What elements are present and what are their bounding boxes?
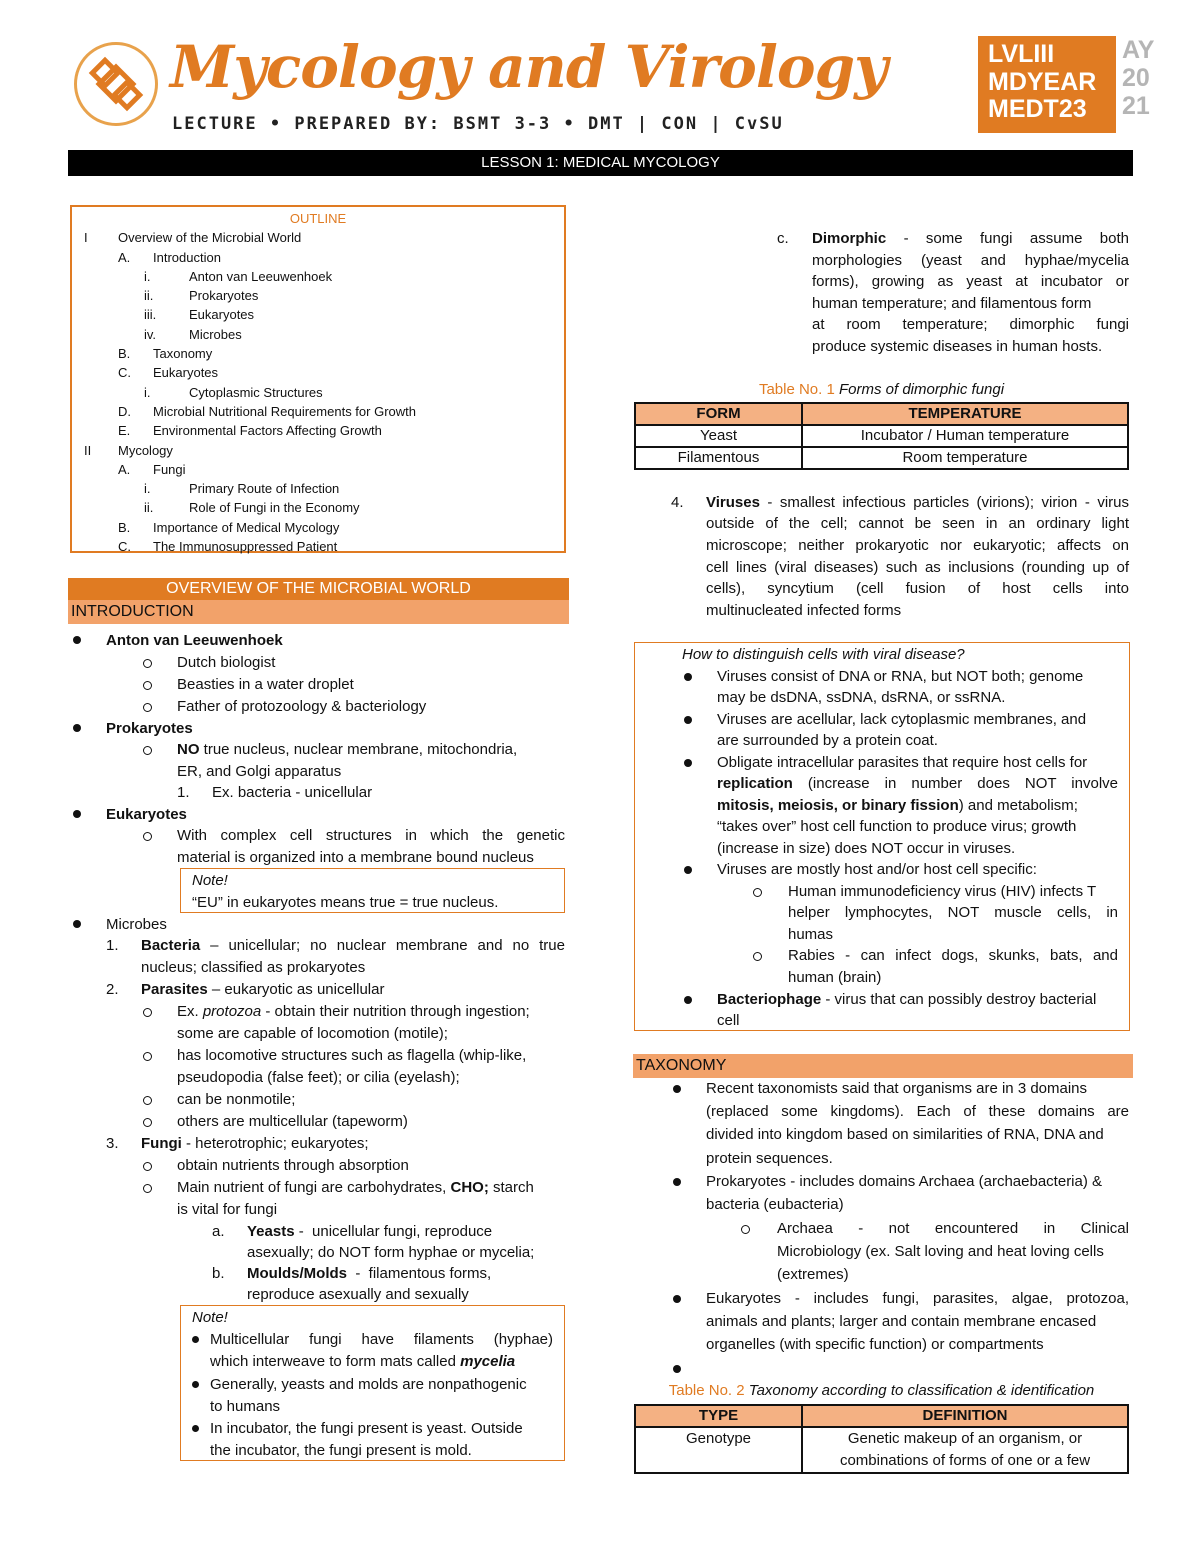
- term-prokaryotes: Prokaryotes: [106, 720, 193, 737]
- box-subline: Human immunodeficiency virus (HIV) infects T: [788, 883, 1097, 900]
- text: (increase in number does NOT involve: [792, 775, 1118, 792]
- note-text: [210, 1351, 515, 1372]
- box-line: [717, 795, 1078, 816]
- note-text: In incubator, the fungi present is yeast. Outside: [210, 1420, 523, 1437]
- outline-number: i.: [144, 268, 151, 284]
- bullet-icon: [684, 673, 692, 681]
- text: - some fungi assume both: [886, 230, 1129, 247]
- text: - obtain their nutrition through ingestion;: [261, 1003, 530, 1020]
- outline-heading: OUTLINE: [289, 211, 347, 226]
- box-line: Obligate intracellular parasites that require host cells for: [717, 754, 1088, 771]
- outline-item: [72, 479, 564, 498]
- emphasis: Dimorphic: [812, 230, 887, 247]
- parasites-item: [177, 1001, 530, 1022]
- table-cell: Filamentous: [635, 447, 802, 469]
- note-text: Multicellular fungi have filaments (hyphae): [210, 1331, 553, 1348]
- batch-badge: [978, 36, 1116, 133]
- list-number: 3.: [106, 1135, 119, 1152]
- circle-bullet-icon: [143, 1052, 152, 1061]
- outline-box: [70, 205, 566, 553]
- batch-line: LVLIII: [988, 40, 1055, 68]
- outline-number: ii.: [144, 288, 154, 304]
- outline-item: [72, 402, 564, 421]
- note-text: the incubator, the fungi present is mold.: [210, 1442, 472, 1459]
- table-cell: Incubator / Human temperature: [802, 425, 1128, 447]
- outline-text: Environmental Factors Affecting Growth: [153, 423, 382, 439]
- list-letter: b.: [212, 1265, 225, 1282]
- dimorphic-line: [812, 228, 1129, 249]
- dimorphic-line: forms), growing as yeast at incubator or: [812, 273, 1129, 290]
- box-line: may be dsDNA, ssDNA, dsRNA, or ssRNA.: [717, 689, 1006, 706]
- batch-line: MEDT23: [988, 95, 1087, 123]
- section-header: OVERVIEW OF THE MICROBIAL WORLD: [68, 578, 569, 600]
- taxonomy-table: [634, 1404, 1129, 1474]
- box-subline: Rabies - can infect dogs, skunks, bats, and: [788, 947, 1118, 964]
- fungi-item: is vital for fungi: [177, 1201, 278, 1218]
- bullet-icon: [673, 1178, 681, 1186]
- taxonomy-line: (replaced some kingdoms). Each of these domains are: [706, 1103, 1129, 1120]
- outline-number: iii.: [144, 307, 157, 323]
- text: - smallest infectious particles (virions); virion - virus: [759, 494, 1129, 511]
- taxonomy-header: TAXONOMY: [633, 1054, 1133, 1078]
- text: – unicellular; no nuclear membrane and no true: [200, 937, 565, 954]
- text: which interweave to form mats called: [210, 1353, 461, 1370]
- emphasis: mitosis, meiosis, or binary fission: [717, 797, 959, 814]
- euk-line: material is organized into a membrane bound nucleus: [177, 849, 534, 866]
- viruses-line: microscope; neither prokaryotic nor eukaryotic; affects on: [706, 537, 1129, 554]
- outline-number: D.: [118, 403, 131, 419]
- outline-number: iv.: [144, 326, 157, 342]
- taxonomy-subline: Microbiology (ex. Salt loving and heat loving cells: [777, 1243, 1104, 1260]
- taxonomy-subline: (extremes): [777, 1266, 849, 1283]
- circle-bullet-icon: [143, 703, 152, 712]
- outline-number: ii.: [144, 500, 154, 516]
- fungi-item: [177, 1177, 534, 1198]
- taxonomy-subline: Archaea - not encountered in Clinical: [777, 1220, 1129, 1237]
- emphasis: NO: [177, 741, 200, 758]
- lesson-title-bar: LESSON 1: MEDICAL MYCOLOGY: [68, 150, 1133, 176]
- emphasis: Bacteriophage: [717, 991, 822, 1008]
- outline-text: Eukaryotes: [189, 307, 255, 323]
- bullet-icon: [684, 759, 692, 767]
- circle-bullet-icon: [143, 1184, 152, 1193]
- emphasis: Parasites: [141, 981, 208, 998]
- bullet-icon: [192, 1381, 199, 1388]
- taxonomy-line: Recent taxonomists said that organisms are in 3 domains: [706, 1080, 1088, 1097]
- bullet-icon: [684, 716, 692, 724]
- table-header: FORM: [635, 403, 802, 425]
- taxonomy-line: Eukaryotes - includes fungi, parasites, algae, protozoa,: [706, 1290, 1129, 1307]
- box-line: Viruses are mostly host and/or host cell specific:: [717, 861, 1037, 878]
- outline-item: [72, 286, 564, 305]
- box-line: are surrounded by a protein coat.: [717, 732, 938, 749]
- outline-item: [72, 537, 564, 556]
- outline-item: [72, 518, 564, 537]
- outline-number: A.: [118, 249, 131, 265]
- text: Main nutrient of fungi are carbohydrates,: [177, 1179, 451, 1196]
- list-letter: c.: [777, 230, 789, 247]
- circle-bullet-icon: [143, 1096, 152, 1105]
- outline-text: The Immunosuppressed Patient: [153, 539, 338, 555]
- term-microbes: Microbes: [106, 916, 167, 933]
- text: ) and metabolism;: [958, 797, 1078, 814]
- emphasis: protozoa: [202, 1003, 262, 1020]
- outline-item: [72, 325, 564, 344]
- outline-item: [72, 460, 564, 479]
- emphasis: CHO;: [450, 1179, 489, 1196]
- prok-example: Ex. bacteria - unicellular: [212, 784, 373, 801]
- outline-number: I: [84, 230, 88, 246]
- anton-item: Dutch biologist: [177, 654, 276, 671]
- table-cell: Yeast: [635, 425, 802, 447]
- caption-text: Taxonomy according to classification & identification: [744, 1382, 1095, 1399]
- outline-text: Microbial Nutritional Requirements for Growth: [153, 403, 416, 419]
- viruses-line: cells), syncytium (cell fusion of host cells into: [706, 580, 1129, 597]
- bullet-icon: [192, 1336, 199, 1343]
- ay-line: 20: [1122, 64, 1150, 92]
- taxonomy-line: divided into kingdom based on similarities of RNA, DNA and: [706, 1126, 1104, 1143]
- viruses-line: multinucleated infected forms: [706, 602, 902, 619]
- anton-item: Beasties in a water droplet: [177, 676, 354, 693]
- emphasis: Yeasts: [247, 1223, 295, 1240]
- dimorphic-forms-table: [634, 402, 1129, 470]
- viruses-line: [706, 492, 1129, 513]
- text: - unicellular fungi, reproduce: [294, 1223, 493, 1240]
- outline-item: [72, 363, 564, 382]
- list-number: 4.: [671, 494, 684, 511]
- text: Ex.: [177, 1003, 203, 1020]
- prok-line: ER, and Golgi apparatus: [177, 763, 342, 780]
- box-line: “takes over” host cell function to produce virus; growth: [717, 818, 1077, 835]
- parasites-item: has locomotive structures such as flagella (whip-like,: [177, 1047, 527, 1064]
- note-box: [180, 1305, 565, 1461]
- text: - virus that can possibly destroy bacterial: [821, 991, 1097, 1008]
- box-title: How to distinguish cells with viral disease?: [682, 646, 965, 663]
- text: – eukaryotic as unicellular: [207, 981, 385, 998]
- caption-number: Table No. 2: [668, 1382, 745, 1399]
- viruses-line: cell lines (viral diseases) such as inclusions (rounding up of: [706, 559, 1129, 576]
- outline-number: II: [84, 442, 92, 458]
- text: true nucleus, nuclear membrane, mitochondria,: [199, 741, 518, 758]
- caption-number: Table No. 1: [758, 381, 835, 398]
- emphasis: Fungi: [141, 1135, 182, 1152]
- academic-year: [1122, 36, 1154, 120]
- table-caption: [634, 379, 1129, 400]
- bullet-icon: [192, 1425, 199, 1432]
- fungi-line: [141, 1133, 369, 1154]
- outline-list: [72, 228, 564, 556]
- table-cell: Room temperature: [802, 447, 1128, 469]
- box-subline: human (brain): [788, 969, 882, 986]
- circle-bullet-icon: [143, 832, 152, 841]
- dimorphic-line: morphologies (yeast and hyphae/mycelia: [812, 252, 1129, 269]
- box-subline: helper lymphocytes, NOT muscle cells, in: [788, 904, 1118, 921]
- outline-text: Taxonomy: [153, 346, 213, 362]
- table-caption: [634, 1380, 1129, 1401]
- doc-subtitle: LECTURE • PREPARED BY: BSMT 3-3 • DMT | CON | CvSU: [172, 114, 784, 134]
- outline-item: [72, 228, 564, 247]
- outline-text: Role of Fungi in the Economy: [189, 500, 360, 516]
- doc-title: Mycology and Virology: [170, 33, 887, 101]
- outline-item: [72, 421, 564, 440]
- outline-text: Introduction: [153, 249, 221, 265]
- outline-number: A.: [118, 461, 131, 477]
- circle-bullet-icon: [143, 746, 152, 755]
- overview-section: [68, 578, 569, 624]
- table-row: [635, 1427, 1128, 1473]
- circle-bullet-icon: [143, 659, 152, 668]
- outline-item: [72, 344, 564, 363]
- outline-item: [72, 248, 564, 267]
- circle-bullet-icon: [143, 1008, 152, 1017]
- table-row: [635, 425, 1128, 447]
- outline-text: Primary Route of Infection: [189, 481, 340, 497]
- circle-bullet-icon: [741, 1225, 750, 1234]
- outline-text: Cytoplasmic Structures: [189, 384, 323, 400]
- table-header-row: [635, 1405, 1128, 1427]
- bullet-icon: [73, 724, 81, 732]
- term-eukaryotes: Eukaryotes: [106, 806, 187, 823]
- circle-bullet-icon: [143, 1162, 152, 1171]
- dimorphic-line: produce systemic diseases in human hosts.: [812, 338, 1103, 355]
- note-text: “EU” in eukaryotes means true = true nucleus.: [192, 894, 499, 911]
- table-cell: Genetic makeup of an organism, or combinations of forms of one or a few: [802, 1427, 1128, 1473]
- caption-text: Forms of dimorphic fungi: [834, 381, 1005, 398]
- outline-number: i.: [144, 384, 151, 400]
- note-text: to humans: [210, 1398, 281, 1415]
- taxonomy-line: animals and plants; larger and contain membrane encased: [706, 1313, 1097, 1330]
- box-line: Viruses consist of DNA or RNA, but NOT both; genome: [717, 668, 1084, 685]
- outline-text: Prokaryotes: [189, 288, 259, 304]
- note-title: Note!: [192, 872, 228, 889]
- bullet-icon: [73, 636, 81, 644]
- box-line: [717, 773, 1118, 794]
- taxonomy-line: Prokaryotes - includes domains Archaea (archaebacteria) &: [706, 1173, 1103, 1190]
- text: - heterotrophic; eukaryotes;: [181, 1135, 369, 1152]
- ay-line: 21: [1122, 92, 1150, 120]
- box-line: [717, 989, 1096, 1010]
- yeast-line: [247, 1221, 492, 1242]
- table-header: DEFINITION: [802, 1405, 1128, 1427]
- outline-text: Fungi: [153, 461, 186, 477]
- box-line: Viruses are acellular, lack cytoplasmic membranes, and: [717, 711, 1087, 728]
- outline-item: [72, 267, 564, 286]
- dimorphic-line: human temperature; and filamentous form: [812, 295, 1092, 312]
- taxonomy-line: organelles (with specific function) or compartments: [706, 1336, 1044, 1353]
- table-header: TYPE: [635, 1405, 802, 1427]
- taxonomy-line: bacteria (eubacteria): [706, 1196, 844, 1213]
- taxonomy-line: protein sequences.: [706, 1150, 833, 1167]
- box-line: (increase in size) does NOT occur in viruses.: [717, 840, 1016, 857]
- fungi-item: obtain nutrients through absorption: [177, 1157, 409, 1174]
- bullet-icon: [673, 1365, 681, 1373]
- box-subline: humas: [788, 926, 834, 943]
- euk-line: With complex cell structures in which the genetic: [177, 827, 565, 844]
- mould-line: reproduce asexually and sexually: [247, 1286, 469, 1303]
- outline-text: Anton van Leeuwenhoek: [189, 268, 333, 284]
- prok-line: [177, 739, 517, 760]
- mould-line: [247, 1263, 491, 1284]
- bullet-icon: [73, 920, 81, 928]
- parasites-item: others are multicellular (tapeworm): [177, 1113, 408, 1130]
- circle-bullet-icon: [143, 681, 152, 690]
- bullet-icon: [684, 866, 692, 874]
- bacteria-line: [141, 935, 565, 956]
- note-box: [180, 868, 565, 913]
- subsection-header: INTRODUCTION: [68, 600, 569, 624]
- box-line: cell: [717, 1012, 740, 1029]
- viruses-line: outside of the cell; cannot be seen in an ordinary light: [706, 515, 1129, 532]
- table-header-row: [635, 403, 1128, 425]
- list-number: 1.: [106, 937, 119, 954]
- logo-icon: [86, 54, 146, 114]
- batch-line: MDYEAR: [988, 67, 1097, 96]
- outline-text: Mycology: [118, 442, 173, 458]
- emphasis: mycelia: [460, 1353, 516, 1370]
- outline-number: i.: [144, 481, 151, 497]
- list-number: 2.: [106, 981, 119, 998]
- emphasis: replication: [717, 775, 793, 792]
- outline-item: [72, 498, 564, 517]
- outline-text: Microbes: [189, 326, 242, 342]
- parasites-item: pseudopodia (false feet); or cilia (eyelash);: [177, 1069, 460, 1086]
- note-title: Note!: [192, 1309, 228, 1326]
- parasites-item: can be nonmotile;: [177, 1091, 296, 1108]
- list-number: 1.: [177, 784, 190, 801]
- emphasis: Bacteria: [141, 937, 201, 954]
- outline-number: B.: [118, 519, 131, 535]
- anton-item: Father of protozoology & bacteriology: [177, 698, 427, 715]
- circle-bullet-icon: [753, 888, 762, 897]
- table-cell: Genotype: [635, 1427, 802, 1473]
- text: - filamentous forms,: [347, 1265, 492, 1282]
- emphasis: Viruses: [706, 494, 760, 511]
- term-anton: Anton van Leeuwenhoek: [106, 632, 283, 649]
- outline-number: C.: [118, 539, 131, 555]
- outline-text: Importance of Medical Mycology: [153, 519, 340, 535]
- table-header: TEMPERATURE: [802, 403, 1128, 425]
- bacteria-line: nucleus; classified as prokaryotes: [141, 959, 366, 976]
- emphasis: Moulds/Molds: [247, 1265, 347, 1282]
- bullet-icon: [684, 996, 692, 1004]
- outline-number: E.: [118, 423, 131, 439]
- parasites-line: [141, 979, 384, 1000]
- bullet-icon: [673, 1085, 681, 1093]
- ay-line: AY: [1122, 36, 1155, 64]
- dimorphic-line: at room temperature; dimorphic fungi: [812, 316, 1129, 333]
- circle-bullet-icon: [753, 952, 762, 961]
- outline-item: [72, 441, 564, 460]
- outline-text: Overview of the Microbial World: [118, 230, 302, 246]
- list-letter: a.: [212, 1223, 225, 1240]
- yeast-line: asexually; do NOT form hyphae or mycelia;: [247, 1244, 535, 1261]
- outline-number: C.: [118, 365, 131, 381]
- outline-number: B.: [118, 346, 131, 362]
- table-row: [635, 447, 1128, 469]
- bullet-icon: [673, 1295, 681, 1303]
- text: starch: [488, 1179, 534, 1196]
- note-text: Generally, yeasts and molds are nonpathogenic: [210, 1376, 527, 1393]
- parasites-item: some are capable of locomotion (motile);: [177, 1025, 448, 1042]
- outline-item: [72, 305, 564, 324]
- bullet-icon: [73, 810, 81, 818]
- outline-text: Eukaryotes: [153, 365, 219, 381]
- logo: [74, 42, 158, 126]
- circle-bullet-icon: [143, 1118, 152, 1127]
- outline-item: [72, 383, 564, 402]
